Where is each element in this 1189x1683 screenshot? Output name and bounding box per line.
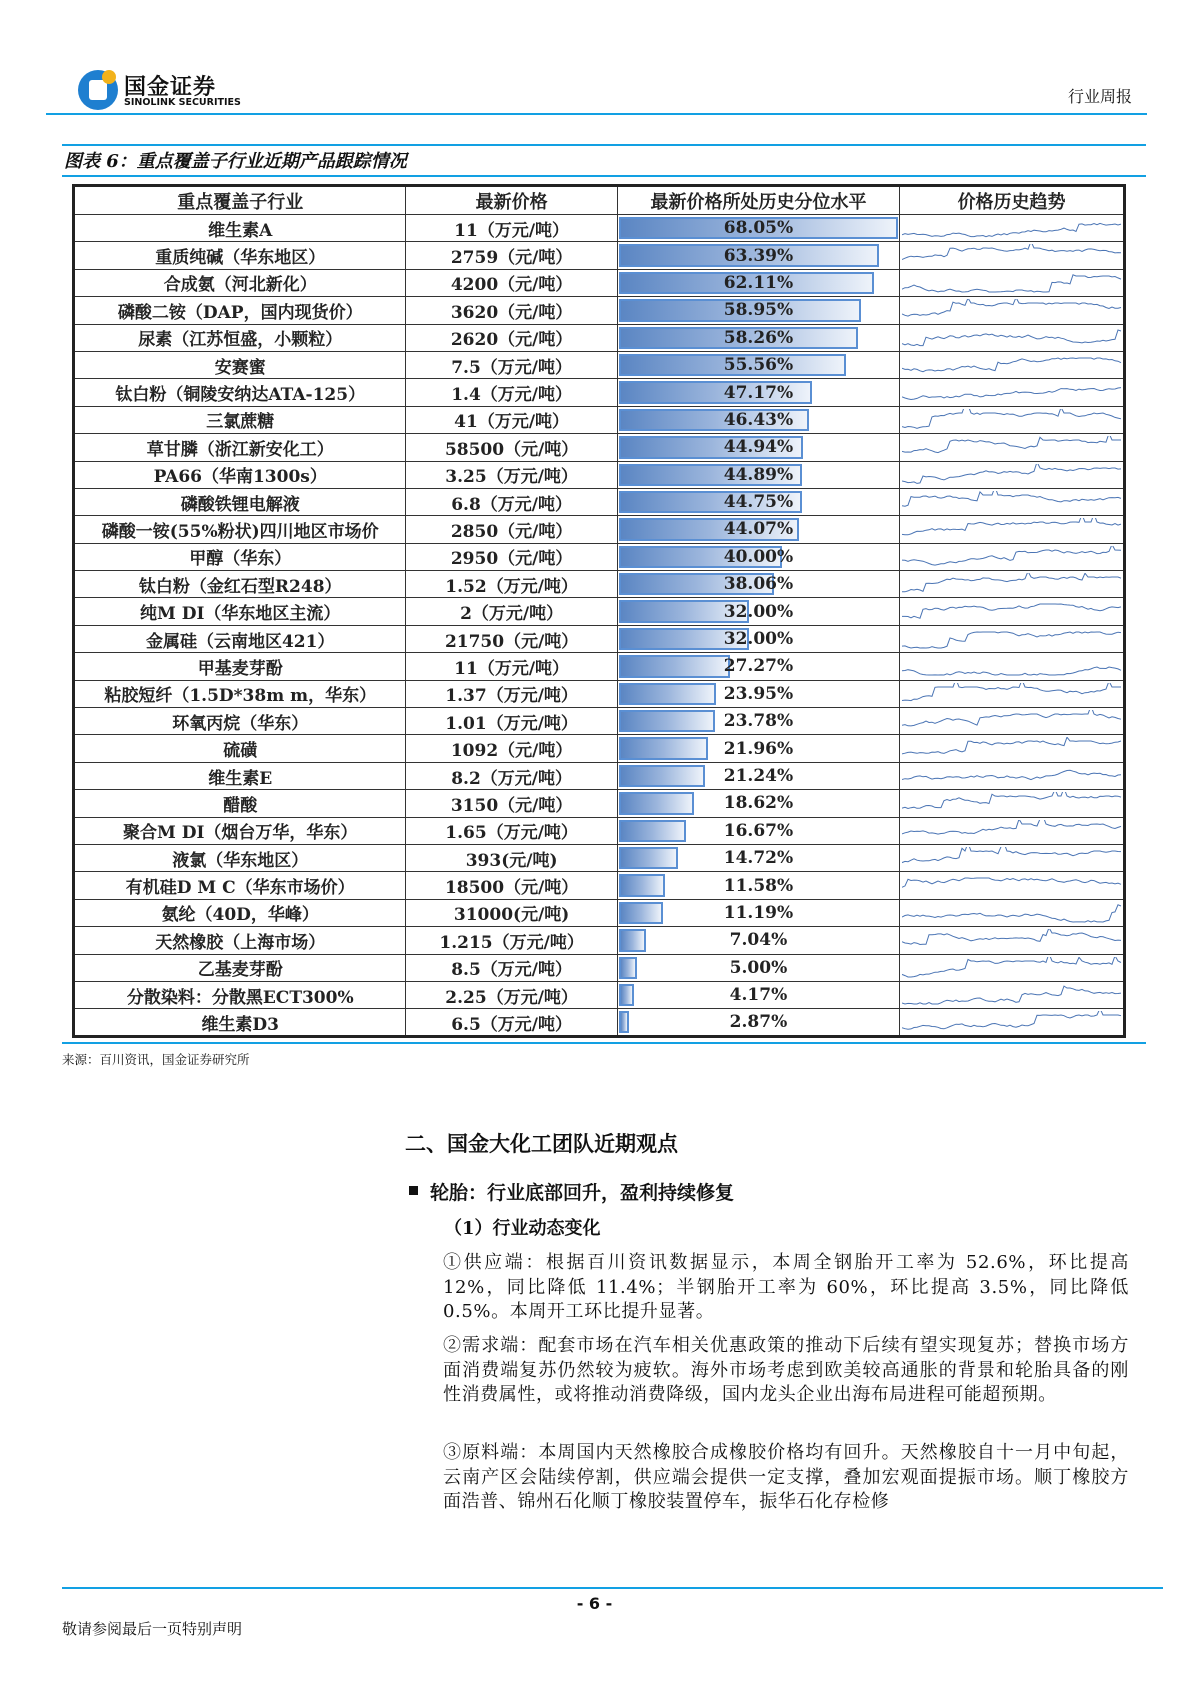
table-row	[74, 927, 1125, 954]
price-trend-sparkline	[902, 628, 1122, 651]
sparkline-path	[902, 986, 1121, 1004]
percentile-label: 44.07%	[723, 519, 794, 540]
percentile-bar	[619, 820, 686, 842]
price-trend-sparkline	[902, 655, 1122, 678]
percentile-bar	[619, 683, 716, 705]
percentile-label: 21.24%	[723, 766, 794, 786]
figure-source: 来源：百川资讯，国金证券研究所	[62, 1052, 250, 1067]
percentile-label: 46.43%	[723, 409, 794, 430]
percentile-label: 44.94%	[723, 437, 794, 458]
trend-cell	[900, 571, 1125, 598]
latest-price-cell: 2950（元/吨）	[406, 543, 617, 570]
sub-industry-cell: 氨纶（40D，华峰）	[74, 899, 406, 926]
percentile-label: 58.95%	[723, 300, 794, 321]
percentile-label: 21.96%	[723, 738, 794, 759]
percentile-cell	[617, 981, 899, 1008]
trend-cell	[900, 680, 1125, 707]
sub-industry-cell: 液氯（华东地区）	[74, 844, 406, 871]
percentile-label: 38.06%	[723, 574, 794, 595]
table-row	[74, 735, 1125, 762]
percentile-bar	[619, 874, 665, 896]
price-trend-sparkline	[902, 737, 1122, 760]
sparkline-path	[902, 820, 1121, 834]
latest-price-cell: 1.215（万元/吨）	[406, 927, 617, 954]
table-row	[74, 324, 1125, 351]
trend-cell	[900, 790, 1125, 817]
trend-cell	[900, 598, 1125, 625]
latest-price-cell: 6.8（万元/吨）	[406, 488, 617, 515]
percentile-bar	[619, 847, 678, 869]
price-trend-sparkline	[902, 409, 1122, 432]
figure-top-rule	[62, 144, 1146, 146]
table-header-row	[74, 186, 1125, 215]
sparkline-path	[902, 573, 1121, 592]
percentile-label: 32.00%	[723, 629, 794, 650]
price-trend-sparkline	[902, 217, 1122, 240]
trend-cell	[900, 954, 1125, 981]
latest-price-cell: 1.52（万元/吨）	[406, 571, 617, 598]
price-trend-sparkline	[902, 710, 1122, 733]
price-trend-sparkline	[902, 957, 1122, 980]
sub-industry-cell: 粘胶短纤（1.5D*38m m，华东）	[74, 680, 406, 707]
table-row	[74, 680, 1125, 707]
trend-cell	[900, 844, 1125, 871]
latest-price-cell: 1.37（万元/吨）	[406, 680, 617, 707]
percentile-bar	[619, 655, 730, 677]
price-trend-sparkline	[902, 600, 1122, 623]
price-trend-sparkline	[902, 792, 1122, 815]
percentile-bar	[619, 737, 708, 759]
table-row	[74, 242, 1125, 269]
table-row	[74, 434, 1125, 461]
sparkline-path	[902, 929, 1121, 945]
price-trend-sparkline	[902, 272, 1122, 295]
price-trend-sparkline	[902, 847, 1122, 870]
percentile-cell	[617, 379, 899, 406]
sub-heading: （1）行业动态变化	[444, 1218, 601, 1239]
sparkline-path	[902, 738, 1121, 755]
sub-industry-cell: 三氯蔗糖	[74, 406, 406, 433]
percentile-label: 58.26%	[723, 327, 794, 348]
trend-cell	[900, 927, 1125, 954]
percentile-cell	[617, 899, 899, 926]
price-trend-sparkline	[902, 518, 1122, 541]
percentile-label: 44.75%	[723, 492, 794, 513]
table-row	[74, 598, 1125, 625]
latest-price-cell: 2759（元/吨）	[406, 242, 617, 269]
sparkline-path	[902, 409, 1121, 428]
logo-subtext: SINOLINK SECURITIES	[124, 97, 241, 108]
percentile-cell	[617, 516, 899, 543]
percentile-cell	[617, 680, 899, 707]
percentile-label: 5.00%	[729, 957, 788, 978]
sub-industry-cell: PA66（华南1300s）	[74, 461, 406, 488]
figure-bottom-rule	[62, 1042, 1146, 1044]
sub-industry-cell: 环氧丙烷（华东）	[74, 708, 406, 735]
trend-cell	[900, 461, 1125, 488]
sparkline-path	[902, 464, 1121, 483]
sub-industry-cell: 甲基麦芽酚	[74, 653, 406, 680]
percentile-label: 40.00%	[723, 546, 794, 567]
percentile-bar	[619, 902, 663, 924]
price-trend-sparkline	[902, 491, 1122, 514]
sparkline-path	[902, 223, 1121, 236]
latest-price-cell: 8.2（万元/吨）	[406, 762, 617, 789]
trend-cell	[900, 406, 1125, 433]
latest-price-cell: 58500（元/吨）	[406, 434, 617, 461]
percentile-cell	[617, 434, 899, 461]
sub-industry-cell: 重质纯碱（华东地区）	[74, 242, 406, 269]
table-row	[74, 981, 1125, 1008]
percentile-label: 68.05%	[723, 218, 794, 239]
latest-price-cell: 2.25（万元/吨）	[406, 981, 617, 1008]
trend-cell	[900, 762, 1125, 789]
sub-industry-cell: 乙基麦芽酚	[74, 954, 406, 981]
sparkline-path	[902, 546, 1121, 565]
percentile-label: 44.89%	[723, 464, 794, 485]
percentile-cell	[617, 461, 899, 488]
percentile-bar	[619, 792, 694, 814]
percentile-cell	[617, 708, 899, 735]
percentile-label: 16.67%	[723, 820, 794, 841]
sparkline-path	[902, 330, 1121, 346]
percentile-label: 32.00%	[723, 601, 794, 622]
sub-industry-cell: 聚合M DI（烟台万华，华东）	[74, 817, 406, 844]
percentile-label: 4.17%	[729, 985, 788, 1006]
header-divider	[46, 113, 1147, 115]
percentile-cell	[617, 543, 899, 570]
latest-price-cell: 393(元/吨)	[406, 844, 617, 871]
sub-industry-cell: 草甘膦（浙江新安化工）	[74, 434, 406, 461]
latest-price-cell: 31000(元/吨)	[406, 899, 617, 926]
percentile-cell	[617, 351, 899, 378]
table-row	[74, 954, 1125, 981]
price-trend-sparkline	[902, 765, 1122, 788]
table-row	[74, 215, 1125, 242]
percentile-cell	[617, 735, 899, 762]
price-trend-sparkline	[902, 327, 1122, 350]
table-row	[74, 844, 1125, 871]
trend-cell	[900, 351, 1125, 378]
price-trend-sparkline	[902, 683, 1122, 706]
latest-price-cell: 6.5（万元/吨）	[406, 1009, 617, 1036]
sub-industry-cell: 合成氨（河北新化）	[74, 269, 406, 296]
sub-industry-cell: 纯M DI（华东地区主流）	[74, 598, 406, 625]
trend-cell	[900, 297, 1125, 324]
table-row	[74, 817, 1125, 844]
percentile-label: 47.17%	[723, 382, 794, 403]
price-trend-sparkline	[902, 464, 1122, 487]
table-row	[74, 625, 1125, 652]
percentile-label: 63.39%	[723, 245, 794, 266]
trend-cell	[900, 653, 1125, 680]
sparkline-path	[902, 1011, 1121, 1029]
sparkline-path	[902, 436, 1121, 453]
trend-cell	[900, 708, 1125, 735]
latest-price-cell: 3150（元/吨）	[406, 790, 617, 817]
paragraph-supply: ①供应端：根据百川资讯数据显示，本周全钢胎开工率为 52.6%，环比提高 12%，同比降低 11.4%；半钢胎开工率为 60%，环比提高 3.5%，同比降低 0.5%。本周开工环比提升显著。	[443, 1252, 1129, 1322]
trend-cell	[900, 379, 1125, 406]
percentile-bar	[619, 984, 634, 1006]
price-trend-sparkline	[902, 546, 1122, 569]
percentile-cell	[617, 872, 899, 899]
table-row	[74, 406, 1125, 433]
sub-industry-cell: 维生素E	[74, 762, 406, 789]
sparkline-path	[902, 847, 1121, 863]
column-header: 价格历史趋势	[900, 186, 1125, 215]
sparkline-path	[902, 358, 1121, 372]
latest-price-cell: 3620（元/吨）	[406, 297, 617, 324]
footer-divider	[62, 1587, 1163, 1589]
sub-industry-cell: 有机硅D M C（华东市场价）	[74, 872, 406, 899]
sub-industry-cell: 钛白粉（金红石型R248）	[74, 571, 406, 598]
table-row	[74, 351, 1125, 378]
percentile-label: 11.19%	[723, 902, 794, 923]
trend-cell	[900, 516, 1125, 543]
sub-industry-cell: 钛白粉（铜陵安纳达ATA-125）	[74, 379, 406, 406]
trend-cell	[900, 625, 1125, 652]
percentile-cell	[617, 762, 899, 789]
percentile-bar	[619, 929, 646, 951]
latest-price-cell: 41（万元/吨）	[406, 406, 617, 433]
percentile-label: 11.58%	[723, 875, 794, 896]
figure-title-rule	[62, 175, 1146, 177]
footer-disclaimer: 敬请参阅最后一页特别声明	[62, 1620, 243, 1638]
table-row	[74, 708, 1125, 735]
trend-cell	[900, 324, 1125, 351]
sub-industry-cell: 硫磺	[74, 735, 406, 762]
column-header: 最新价格所处历史分位水平	[617, 186, 899, 215]
latest-price-cell: 11（万元/吨）	[406, 653, 617, 680]
percentile-cell	[617, 817, 899, 844]
sparkline-path	[902, 667, 1121, 675]
column-header: 最新价格	[406, 186, 617, 215]
percentile-cell	[617, 1009, 899, 1036]
trend-cell	[900, 488, 1125, 515]
percentile-label: 7.04%	[729, 930, 788, 951]
percentile-cell	[617, 954, 899, 981]
trend-cell	[900, 215, 1125, 242]
sub-industry-cell: 金属硅（云南地区421）	[74, 625, 406, 652]
trend-cell	[900, 899, 1125, 926]
column-header: 重点覆盖子行业	[74, 186, 406, 215]
sparkline-path	[902, 632, 1121, 648]
bullet-heading: 轮胎：行业底部回升，盈利持续修复	[430, 1182, 735, 1204]
percentile-bar	[619, 957, 638, 979]
table-row	[74, 269, 1125, 296]
percentile-cell	[617, 571, 899, 598]
percentile-cell	[617, 488, 899, 515]
percentile-label: 2.87%	[729, 1012, 788, 1033]
latest-price-cell: 8.5（万元/吨）	[406, 954, 617, 981]
report-type: 行业周报	[1067, 87, 1132, 106]
percentile-bar	[619, 1011, 629, 1032]
sparkline-path	[902, 770, 1121, 779]
price-trend-sparkline	[902, 436, 1122, 459]
sparkline-path	[902, 299, 1121, 316]
sparkline-path	[902, 683, 1121, 701]
percentile-label: 55.56%	[723, 355, 794, 376]
paragraph-demand: ②需求端：配套市场在汽车相关优惠政策的推动下后续有望实现复苏；替换市场方面消费端复苏仍然较为疲软。海外市场考虑到欧美较高通胀的背景和轮胎具备的刚性消费属性，或将推动消费降级，国内龙头企业出海布局进程可能超预期。	[443, 1335, 1129, 1405]
trend-cell	[900, 735, 1125, 762]
sub-industry-cell: 尿素（江苏恒盛，小颗粒）	[74, 324, 406, 351]
table-row	[74, 571, 1125, 598]
percentile-cell	[617, 406, 899, 433]
sub-industry-cell: 磷酸铁锂电解液	[74, 488, 406, 515]
sub-industry-cell: 磷酸二铵（DAP，国内现货价）	[74, 297, 406, 324]
trend-cell	[900, 434, 1125, 461]
price-trend-sparkline	[902, 354, 1122, 377]
sub-industry-cell: 安赛蜜	[74, 351, 406, 378]
table-row	[74, 762, 1125, 789]
latest-price-cell: 11（万元/吨）	[406, 215, 617, 242]
price-trend-sparkline	[902, 984, 1122, 1007]
percentile-label: 62.11%	[723, 272, 794, 293]
sub-industry-cell: 分散染料：分散黑ECT300%	[74, 981, 406, 1008]
sub-industry-cell: 醋酸	[74, 790, 406, 817]
sparkline-path	[902, 878, 1121, 887]
latest-price-cell: 1092（元/吨）	[406, 735, 617, 762]
percentile-cell	[617, 625, 899, 652]
percentile-cell	[617, 269, 899, 296]
sparkline-path	[902, 244, 1121, 260]
table-row	[74, 461, 1125, 488]
logo-text: 国金证券	[124, 75, 217, 100]
price-trend-sparkline	[902, 1011, 1122, 1034]
percentile-cell	[617, 844, 899, 871]
percentile-bar	[619, 765, 705, 787]
sub-industry-cell: 磷酸一铵(55%粉状)四川地区市场价	[74, 516, 406, 543]
sparkline-path	[902, 518, 1121, 535]
percentile-label: 27.27%	[723, 656, 794, 677]
table-row	[74, 653, 1125, 680]
trend-cell	[900, 242, 1125, 269]
price-trend-sparkline	[902, 244, 1122, 267]
sparkline-path	[902, 491, 1121, 506]
price-trend-sparkline	[902, 299, 1122, 322]
price-trend-sparkline	[902, 820, 1122, 843]
sub-industry-cell: 天然橡胶（上海市场）	[74, 927, 406, 954]
latest-price-cell: 1.01（万元/吨）	[406, 708, 617, 735]
latest-price-cell: 21750（元/吨）	[406, 625, 617, 652]
trend-cell	[900, 817, 1125, 844]
page-number: - 6 -	[576, 1594, 613, 1613]
sparkline-path	[902, 388, 1121, 400]
latest-price-cell: 2850（元/吨）	[406, 516, 617, 543]
sub-industry-cell: 维生素A	[74, 215, 406, 242]
table-row	[74, 872, 1125, 899]
table-row	[74, 543, 1125, 570]
trend-cell	[900, 543, 1125, 570]
bullet-square-icon	[409, 1186, 418, 1195]
sub-industry-cell: 甲醇（华东）	[74, 543, 406, 570]
trend-cell	[900, 872, 1125, 899]
latest-price-cell: 7.5（万元/吨）	[406, 351, 617, 378]
table-row	[74, 379, 1125, 406]
table-row	[74, 297, 1125, 324]
latest-price-cell: 1.65（万元/吨）	[406, 817, 617, 844]
price-trend-sparkline	[902, 573, 1122, 596]
price-trend-sparkline	[902, 929, 1122, 952]
table-row	[74, 1009, 1125, 1036]
latest-price-cell: 3.25（万元/吨）	[406, 461, 617, 488]
price-trend-sparkline	[902, 874, 1122, 897]
percentile-label: 23.95%	[723, 683, 794, 704]
trend-cell	[900, 269, 1125, 296]
percentile-label: 14.72%	[723, 848, 794, 869]
percentile-cell	[617, 324, 899, 351]
sparkline-path	[902, 905, 1121, 922]
paragraph-raw-material: ③原料端：本周国内天然橡胶合成橡胶价格均有回升。天然橡胶自十一月中旬起，云南产区会陆续停割，供应端会提供一定支撑，叠加宏观面提振市场。顺丁橡胶方面浩普、锦州石化顺丁橡胶装置停车，振华石化存检修	[443, 1442, 1129, 1512]
sparkline-path	[902, 710, 1121, 726]
price-trend-sparkline	[902, 902, 1122, 925]
percentile-label: 23.78%	[723, 711, 794, 732]
trend-cell	[900, 981, 1125, 1008]
price-trend-sparkline	[902, 381, 1122, 404]
percentile-label: 18.62%	[723, 793, 794, 814]
table-row	[74, 899, 1125, 926]
percentile-cell	[617, 242, 899, 269]
table-row	[74, 790, 1125, 817]
sparkline-path	[902, 957, 1121, 977]
logo-dot-icon	[102, 70, 116, 84]
latest-price-cell: 2（万元/吨）	[406, 598, 617, 625]
product-tracking-table	[72, 184, 1126, 1038]
percentile-bar	[619, 710, 715, 732]
percentile-cell	[617, 598, 899, 625]
latest-price-cell: 1.4（万元/吨）	[406, 379, 617, 406]
table-row	[74, 516, 1125, 543]
latest-price-cell: 2620（元/吨）	[406, 324, 617, 351]
percentile-cell	[617, 653, 899, 680]
section-title: 二、国金大化工团队近期观点	[405, 1131, 678, 1156]
latest-price-cell: 18500（元/吨）	[406, 872, 617, 899]
figure-title: 图表 6：重点覆盖子行业近期产品跟踪情况	[64, 151, 407, 172]
sparkline-path	[902, 792, 1121, 809]
sub-industry-cell: 维生素D3	[74, 1009, 406, 1036]
sparkline-path	[902, 604, 1121, 618]
latest-price-cell: 4200（元/吨）	[406, 269, 617, 296]
percentile-cell	[617, 297, 899, 324]
trend-cell	[900, 1009, 1125, 1036]
table-row	[74, 488, 1125, 515]
sparkline-path	[902, 275, 1121, 292]
percentile-cell	[617, 927, 899, 954]
percentile-cell	[617, 790, 899, 817]
percentile-cell	[617, 215, 899, 242]
